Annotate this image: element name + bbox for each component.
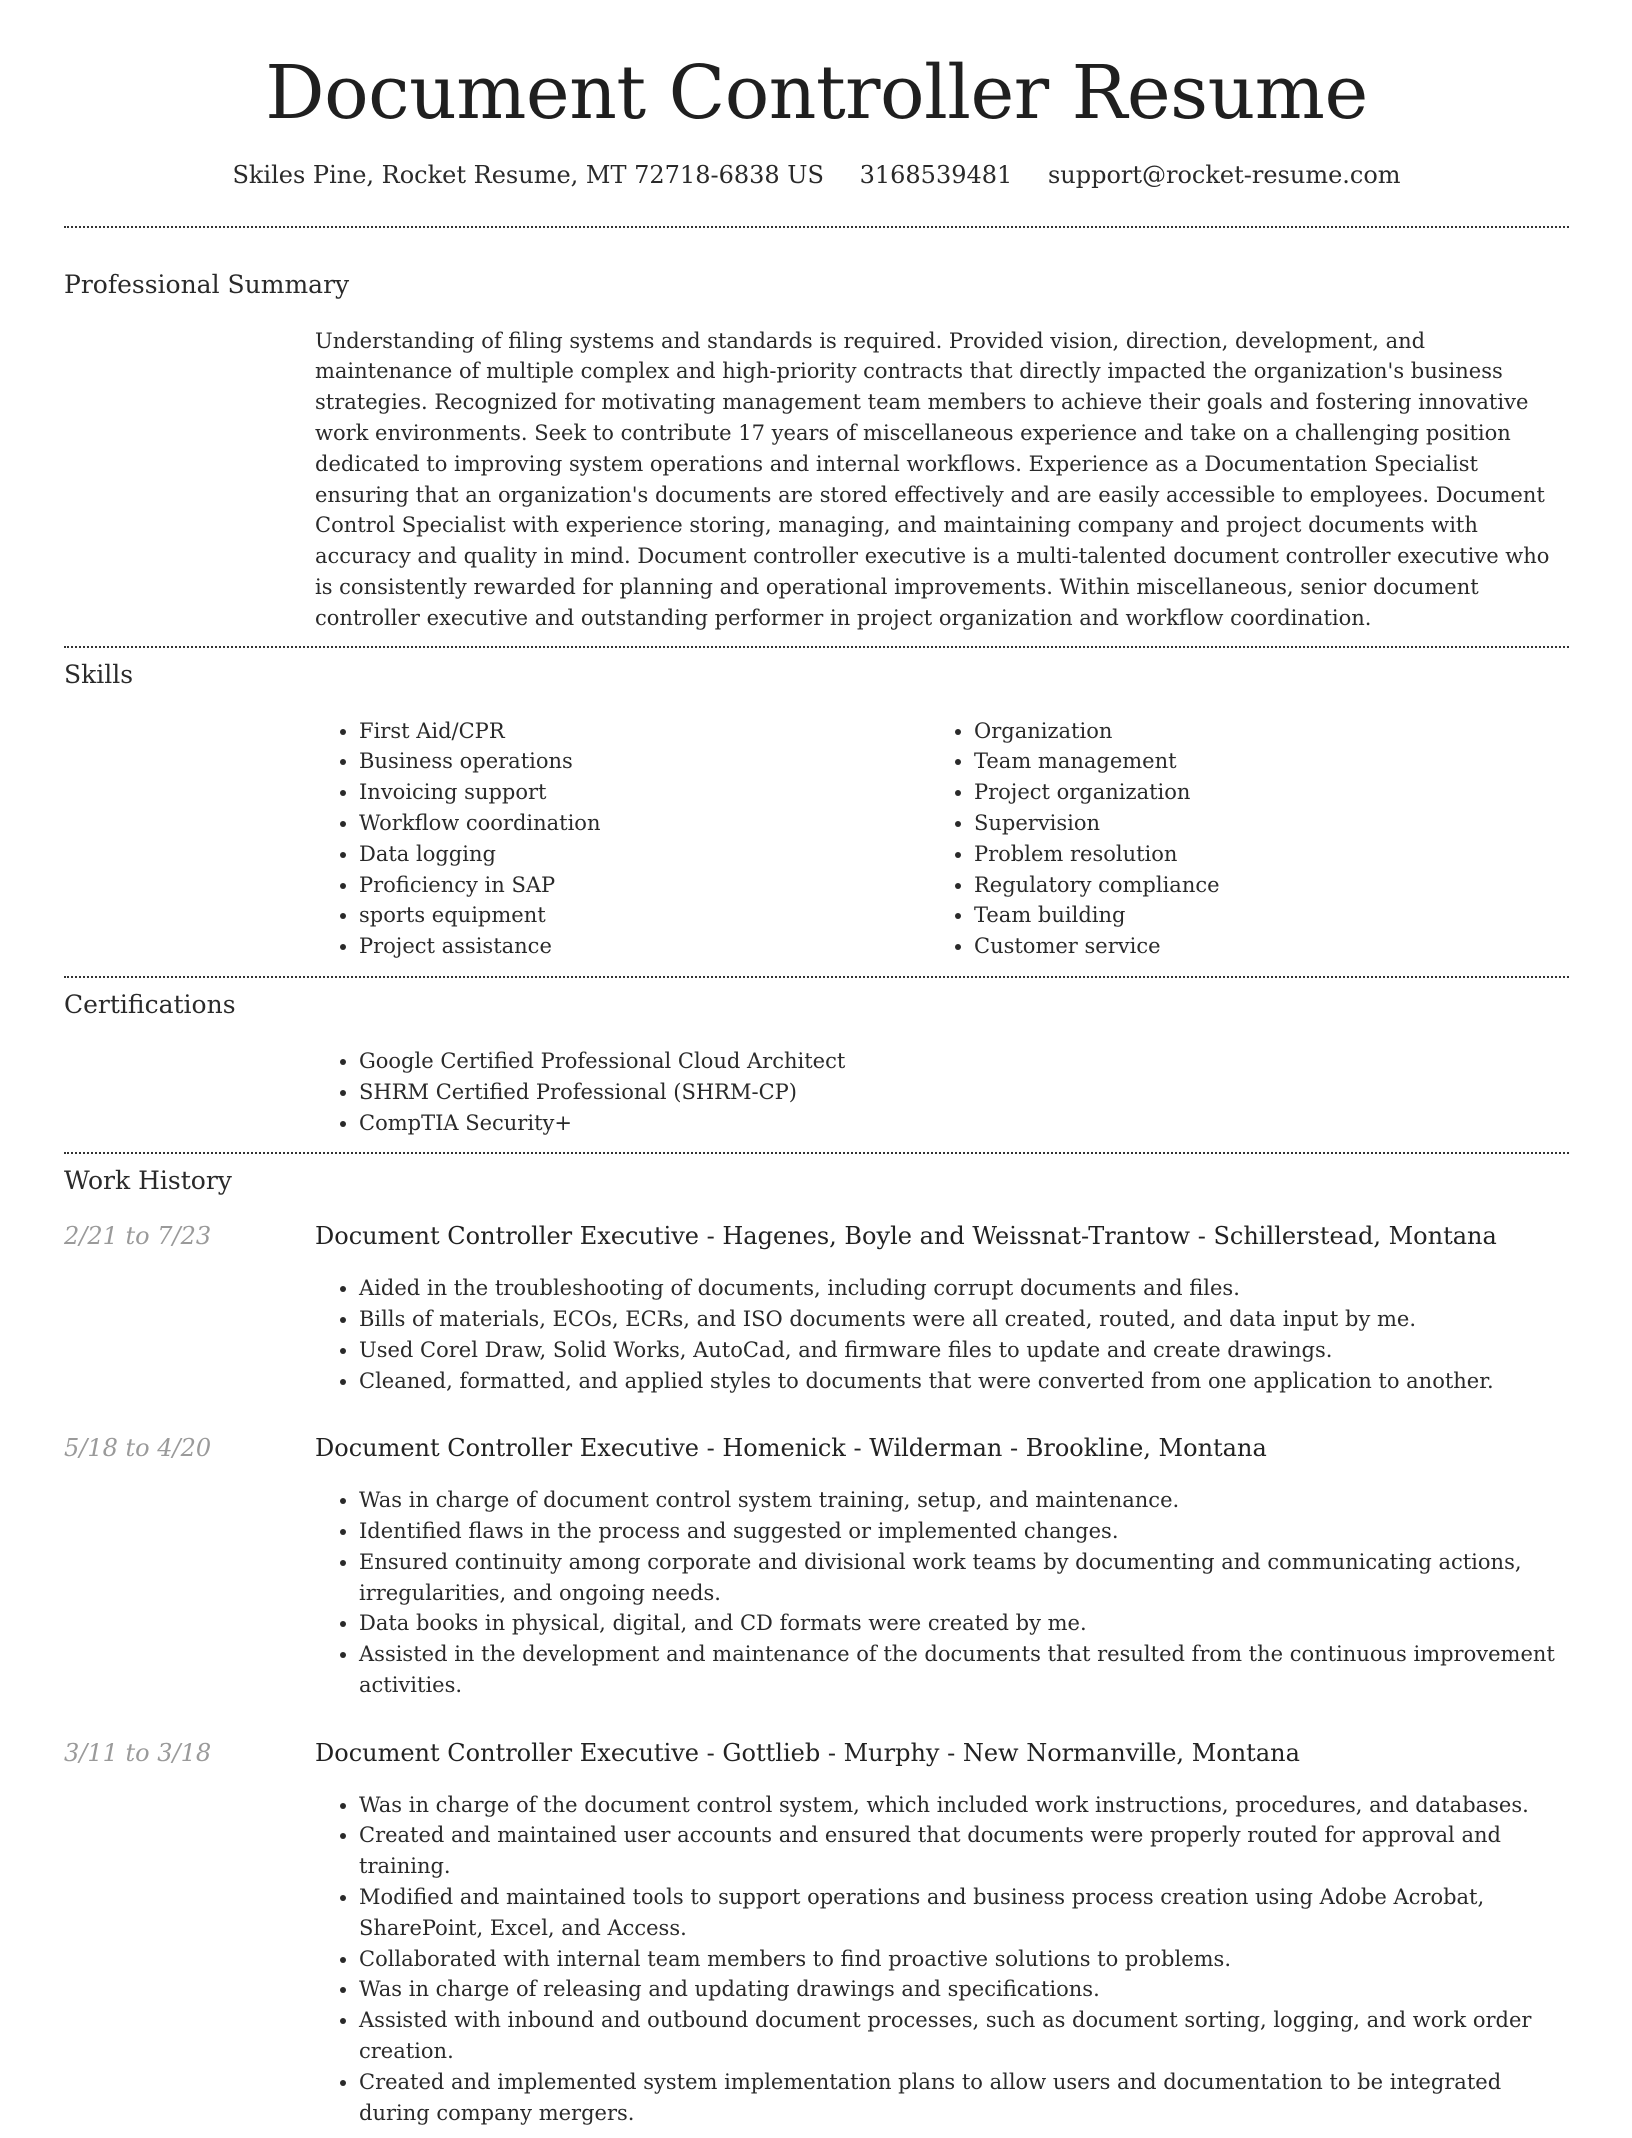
job-duty-item: • Aided in the troubleshooting of documents, including corrupt documents and files. [359,1273,1569,1304]
certification-item: • SHRM Certified Professional (SHRM-CP) [359,1077,1569,1108]
job-duty-item: • Assisted in the development and maintenance of the documents that resulted from the continuous improvement activities. [359,1639,1569,1701]
certifications-heading: Certifications [64,990,236,1020]
section-divider [64,646,1569,648]
job-details [315,1434,1569,1710]
job-duty-item: • Created and maintained user accounts and ensured that documents were properly routed for approval and training. [359,1820,1569,1882]
job-duty-item: • Bills of materials, ECOs, ECRs, and ISO documents were all created, routed, and data input by me. [359,1304,1569,1335]
skill-item: • Customer service [974,931,1545,962]
certification-item: • Google Certified Professional Cloud Architect [359,1046,1569,1077]
job-duty-item: • Data books in physical, digital, and CD formats were created by me. [359,1608,1569,1639]
job-duty-item: • Identified flaws in the process and suggested or implemented changes. [359,1516,1569,1547]
job-duties-list [315,1485,1569,1711]
skills-heading: Skills [64,659,134,689]
job-duty-item: • Used Corel Draw, Solid Works, AutoCad, and firmware files to update and create drawings. [359,1335,1569,1366]
section-divider [64,976,1569,978]
skill-item: • Invoicing support [359,777,930,808]
skill-item: • Organization [974,716,1545,747]
contact-address: Skiles Pine, Rocket Resume, MT 72718-6838 US [232,160,824,189]
certifications-list [315,1046,1569,1138]
job-duty-item: • Ensured continuity among corporate and divisional work teams by documenting and communicating actions, irregularities, and ongoing needs. [359,1547,1569,1609]
skill-item: • Team building [974,900,1545,931]
skill-item: • Proficiency in SAP [359,870,930,901]
work-history-list [64,1222,1569,2138]
job-dates: 2/21 to 7/23 [64,1222,212,1251]
skill-item: • Supervision [974,808,1545,839]
section-divider [64,1152,1569,1154]
section-divider [64,226,1569,228]
job-dates: 3/11 to 3/18 [64,1738,212,1767]
job-title: Document Controller Executive - Gottlieb - Murphy - New Normanville, Montana [315,1738,1300,1767]
skill-item: • Team management [974,746,1545,777]
job-entry [64,1222,1569,1406]
skill-item: • Regulatory compliance [974,870,1545,901]
job-title: Document Controller Executive - Hagenes, Boyle and Weissnat-Trantow - Schillerstead, Montana [315,1222,1497,1251]
skill-item: • Data logging [359,839,930,870]
job-details [315,1739,1569,2138]
skills-column-left [315,716,930,962]
skills-list-left [315,716,930,962]
job-duty-item: • Modified and maintained tools to support operations and business process creation using Adobe Acrobat, SharePoint, Excel, and Access. [359,1882,1569,1944]
skills-grid [315,716,1569,976]
skill-item: • Business operations [359,746,930,777]
job-duty-item: • Was in charge of document control system training, setup, and maintenance. [359,1485,1569,1516]
job-duties-list [315,1790,1569,2138]
contact-line [64,161,1569,190]
job-duty-item: • Created and implemented system implementation plans to allow users and documentation to be integrated during company mergers. [359,2067,1569,2129]
job-duty-item: • Was in charge of the document control system, which included work instructions, procedures, and databases. [359,1790,1569,1821]
certification-item: • CompTIA Security+ [359,1108,1569,1139]
job-title: Document Controller Executive - Homenick - Wilderman - Brookline, Montana [315,1434,1267,1463]
contact-phone: 3168539481 [859,160,1013,189]
skills-list-right [930,716,1545,962]
skill-item: • Problem resolution [974,839,1545,870]
skill-item: • sports equipment [359,900,930,931]
job-duties-list [315,1273,1569,1406]
contact-email: support@rocket-resume.com [1047,160,1401,189]
job-duty-item: • Was in charge of releasing and updating drawings and specifications. [359,1974,1569,2005]
work-history-heading: Work History [64,1166,232,1196]
certifications-block [315,1046,1569,1152]
job-duty-item: • Cleaned, formatted, and applied styles to documents that were converted from one application to another. [359,1366,1569,1397]
job-details [315,1222,1569,1406]
resume-title: Document Controller Resume [265,50,1368,136]
job-entry [64,1739,1569,2138]
skills-column-right [930,716,1545,962]
job-duty-item: • Collaborated with internal team members to find proactive solutions to problems. [359,1944,1569,1975]
job-dates: 5/18 to 4/20 [64,1434,212,1463]
skill-item: • Project assistance [359,931,930,962]
job-duty-item: • Assisted with inbound and outbound document processes, such as document sorting, logging, and work order creation. [359,2005,1569,2067]
skill-item: • First Aid/CPR [359,716,930,747]
skill-item: • Project organization [974,777,1545,808]
skill-item: • Workflow coordination [359,808,930,839]
summary-text: Understanding of filing systems and standards is required. Provided vision, direction, development, and maintenance of multiple complex and high-priority contracts that directly impacted the organization's business strategies. Recognized for motivating management team members to achieve their goals and fostering innovative work environments. Seek to contribute 17 years of miscellaneous experience and take on a challenging position dedicated to improving system operations and internal workflows. Experience as a Documentation Specialist ensuring that an organization's documents are stored effectively and are easily accessible to employees. Document Control Specialist with experience storing, managing, and maintaining company and project documents with accuracy and quality in mind. Document controller executive is a multi-talented document controller executive who is consistently rewarded for planning and operational improvements. Within miscellaneous, senior document controller executive and outstanding performer in project organization and workflow coordination. [315,328,1550,630]
job-entry [64,1434,1569,1710]
summary-heading: Professional Summary [64,269,350,299]
